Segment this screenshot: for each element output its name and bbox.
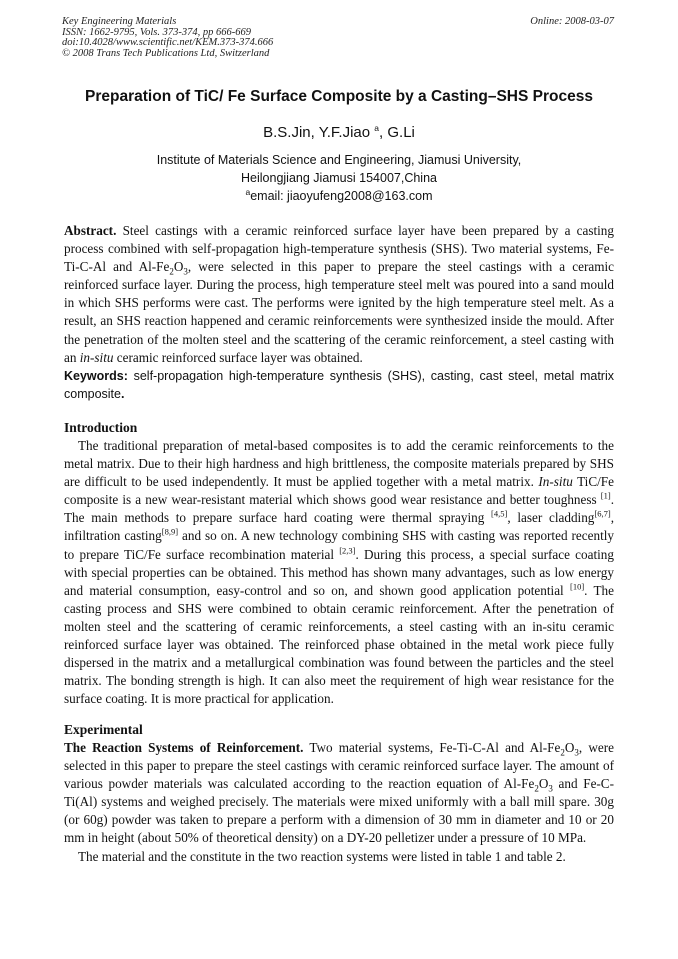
exp-text: Two material systems, Fe-Ti-C-Al and Al-Fe <box>303 740 561 755</box>
intro-text: . The main methods to prepare surface hard coating were thermal spraying <box>64 492 614 526</box>
online-date: Online: 2008-03-07 <box>530 16 614 27</box>
email-line <box>40 187 638 205</box>
abstract-label: Abstract. <box>64 223 117 238</box>
subscript: 3 <box>183 266 188 277</box>
affiliation-block <box>40 151 638 205</box>
subscript: 2 <box>169 266 174 277</box>
exp-text: O <box>538 776 549 792</box>
keywords-label: Keywords: <box>64 368 128 383</box>
keywords-paragraph <box>64 367 614 403</box>
keywords-end: . <box>120 386 125 401</box>
subscript: 3 <box>548 783 553 794</box>
affiliation-line-2: Heilongjiang Jiamusi 154007,China <box>241 171 437 185</box>
intro-text: TiC/Fe composite is a new wear-resistant material which shows good wear resistance and better toughness <box>64 474 614 508</box>
abstract-text: O <box>173 259 184 275</box>
introduction-block <box>64 437 614 708</box>
citation: [6,7] <box>594 508 611 519</box>
email-mark: a <box>245 186 251 197</box>
subscript: 2 <box>560 747 565 758</box>
citation: [10] <box>570 581 585 592</box>
journal-header <box>62 17 273 59</box>
citation: [2,3] <box>339 545 356 556</box>
abstract-text: ceramic reinforced surface layer was obtained. <box>113 349 363 365</box>
intro-text: . During this process, a special surface coating with special properties can be obtained. This method has shown many advantages, such as low energy and material consumption, easy-control and so on, and shown good application potential <box>64 546 614 598</box>
experimental-heading: Experimental <box>64 722 143 737</box>
abstract-italic: in-situ <box>79 349 114 365</box>
abstract-paragraph <box>64 222 614 367</box>
author-list <box>40 124 638 141</box>
subscript: 2 <box>534 783 539 794</box>
subscript: 3 <box>574 747 579 758</box>
intro-text: , infiltration casting <box>64 510 614 544</box>
paper-title: Preparation of TiC/ Fe Surface Composite by a Casting–SHS Process <box>85 88 593 105</box>
intro-text: . The casting process and SHS were combined to obtain ceramic reinforcement. After the penetration of molten steel and the scattering of ceramic reinforcements, a steel casting with an in-situ ceramic reinforced surface layer was obtained. The reinforced phase obtained in the metal work piece fully dispersed in the matrix and a metallurgical combination was found between the particles and the steel matrix. The bonding strength is high. It can also meet the requirement of high wear resistance for the surface coating. It is more practical for application. <box>64 582 615 707</box>
citation: [1] <box>600 490 611 501</box>
copyright-line: © 2008 Trans Tech Publications Ltd, Switzerland <box>62 47 270 59</box>
author-affiliation-mark: a <box>374 123 380 133</box>
issn-line: ISSN: 1662-9795, Vols. 373-374, pp 666-669 <box>62 26 251 38</box>
abstract-text: Steel castings with a ceramic reinforced surface layer have been prepared by a casting process combined with self-propagation high-temperature synthesis (SHS). Two material systems, Fe-Ti-C-Al and Al-Fe <box>64 223 614 275</box>
abstract-block <box>64 222 614 403</box>
introduction-heading: Introduction <box>64 420 138 435</box>
intro-text: and so on. A new technology combining SHS with casting was reported recently to prepare TiC/Fe surface recombination material <box>64 528 614 562</box>
intro-text: The traditional preparation of metal-based composites is to add the ceramic reinforcements to the metal matrix. Due to their high hardness and high brittleness, the composite materials prepared by SHS are difficult to be used independently. It must be applied together with a metal matrix. <box>64 438 614 490</box>
authors-part-2: , G.Li <box>379 124 415 141</box>
doi-line: doi:10.4028/www.scientific.net/KEM.373-374.666 <box>62 37 274 48</box>
exp-text: , were selected in this paper to prepare the steel castings with ceramic reinforced surface layer. The amount of various powder materials was calculated according to the reaction equation of Al-Fe <box>64 740 614 792</box>
keywords-text: self-propagation high-temperature synthesis (SHS), casting, cast steel, metal matrix composite <box>64 368 614 401</box>
reaction-systems-subheading: The Reaction Systems of Reinforcement. <box>64 740 304 755</box>
abstract-text: , were selected in this paper to prepare the steel castings with a ceramic reinforced surface layer. During the process, high temperature steel melt was poured into a sand mould in which SHS performs were cast. The performs were ignited by the high temperature steel melt. As a result, an SHS reaction happened and ceramic reinforcements were synthesized inside the mould. After the penetration of the molten steel and the scattering of the ceramic reinforcement, a steel casting with an <box>64 259 614 365</box>
email-text: email: jiaoyufeng2008@163.com <box>250 189 433 203</box>
authors-part-1: B.S.Jin, Y.F.Jiao <box>263 124 371 141</box>
exp-text: and Fe-C-Ti(Al) systems and weighed precisely. The materials were mixed uniformly with a ball mill spare. 30g (or 60g) powder was taken to prepare a perform with a dimension of 30 mm in diameter and 10 or 20 mm in height (about 50% of theoretical density) on a DY-20 pelletizer under a pressure of 10 MPa. <box>64 776 614 846</box>
journal-name: Key Engineering Materials <box>62 16 177 27</box>
affiliation-line-1: Institute of Materials Science and Engineering, Jiamusi University, <box>156 153 522 167</box>
exp-text: O <box>564 740 575 755</box>
experimental-block <box>64 739 614 866</box>
intro-text: , laser cladding <box>507 510 595 526</box>
experimental-paragraph-2: The material and the constitute in the two reaction systems were listed in table 1 and table 2. <box>78 848 566 864</box>
experimental-paragraph-1 <box>64 739 614 848</box>
citation: [8,9] <box>161 527 179 538</box>
introduction-paragraph <box>64 437 614 708</box>
intro-italic: In-situ <box>538 474 573 490</box>
citation: [4,5] <box>491 508 508 519</box>
